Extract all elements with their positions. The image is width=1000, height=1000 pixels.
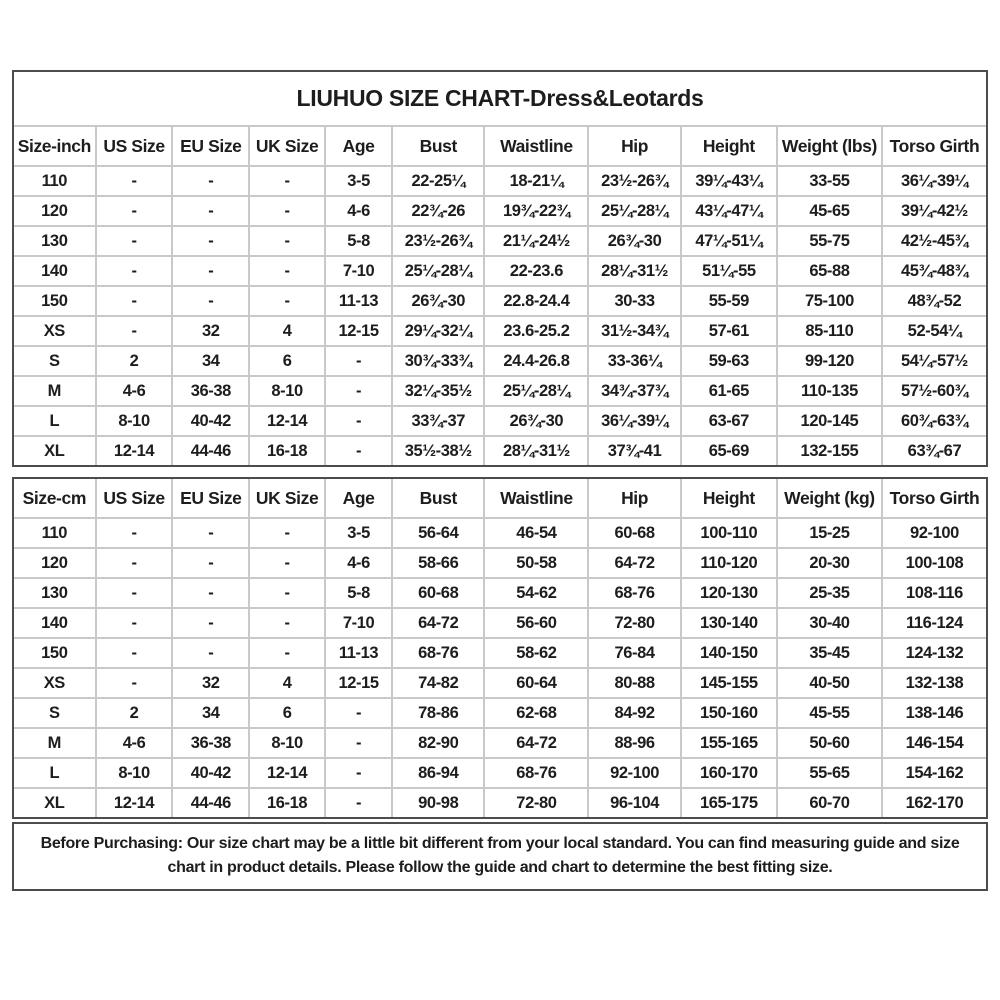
table-cell: 63¾-67: [882, 436, 986, 465]
table-cell: 59-63: [681, 346, 777, 376]
header-cell: EU Size: [172, 127, 249, 166]
table-cell: 43¼-47¼: [681, 196, 777, 226]
table-cell: 60-68: [392, 578, 484, 608]
table-cell: 4-6: [325, 548, 392, 578]
table-cell: 11-13: [325, 286, 392, 316]
table-cell: 55-65: [777, 758, 882, 788]
table-cell: 16-18: [249, 788, 325, 817]
table-cell: -: [96, 578, 173, 608]
table-cell: -: [172, 196, 249, 226]
table-cell: 26¾-30: [588, 226, 680, 256]
table-cell: 140: [14, 256, 96, 286]
table-cell: -: [325, 406, 392, 436]
table-cell: XS: [14, 668, 96, 698]
table-cell: 31½-34¾: [588, 316, 680, 346]
table-cell: 57½-60¾: [882, 376, 986, 406]
table-cell: 130: [14, 578, 96, 608]
table-cell: -: [325, 728, 392, 758]
table-cell: 30-40: [777, 608, 882, 638]
table-cell: 65-69: [681, 436, 777, 465]
table-cell: -: [249, 638, 325, 668]
table-cell: 22-25¼: [392, 166, 484, 196]
table-cell: 132-138: [882, 668, 986, 698]
header-cell: Bust: [392, 127, 484, 166]
header-cell: Waistline: [484, 127, 588, 166]
table-cell: M: [14, 728, 96, 758]
table-cell: 12-14: [96, 788, 173, 817]
table-cell: 47¼-51¼: [681, 226, 777, 256]
table-cell: -: [325, 346, 392, 376]
table-cell: 58-62: [484, 638, 588, 668]
table-cell: -: [172, 608, 249, 638]
table-cell: -: [249, 578, 325, 608]
table-cell: 26¾-30: [484, 406, 588, 436]
table-cell: 36¼-39¼: [882, 166, 986, 196]
table-cell: -: [96, 668, 173, 698]
table-cell: 86-94: [392, 758, 484, 788]
table-cell: -: [96, 608, 173, 638]
table-cell: 23½-26¾: [588, 166, 680, 196]
table-cell: 130: [14, 226, 96, 256]
table-cell: 145-155: [681, 668, 777, 698]
table-cell: 40-42: [172, 758, 249, 788]
table-cell: 110: [14, 166, 96, 196]
table-cell: 4-6: [96, 376, 173, 406]
table-cell: 36-38: [172, 376, 249, 406]
table-cell: 64-72: [484, 728, 588, 758]
table-cell: -: [172, 286, 249, 316]
table-row: [14, 638, 986, 668]
table-row: [14, 728, 986, 758]
table-cell: 22-23.6: [484, 256, 588, 286]
table-row: [14, 406, 986, 436]
table-cell: 120-130: [681, 578, 777, 608]
table-cell: 7-10: [325, 608, 392, 638]
table-cell: -: [172, 166, 249, 196]
table-cell: 25-35: [777, 578, 882, 608]
table-cell: 8-10: [249, 376, 325, 406]
table-cell: 36¼-39¼: [588, 406, 680, 436]
table-cell: S: [14, 698, 96, 728]
table-row: [14, 376, 986, 406]
header-cell: Size-cm: [14, 479, 96, 518]
purchase-note: Before Purchasing: Our size chart may be a little bit different from your local standard. You can find measuring guide and size chart in product details. Please follow the guide and chart to determine the best fitting size.: [40, 835, 960, 876]
table-cell: 99-120: [777, 346, 882, 376]
table-cell: 34: [172, 698, 249, 728]
table-cell: 36-38: [172, 728, 249, 758]
table-cell: -: [249, 548, 325, 578]
table-cell: 42½-45¾: [882, 226, 986, 256]
table-cell: 120: [14, 548, 96, 578]
header-cell: EU Size: [172, 479, 249, 518]
table-cell: 54-62: [484, 578, 588, 608]
header-cell: Weight (lbs): [777, 127, 882, 166]
table-cell: 155-165: [681, 728, 777, 758]
table-row: [14, 166, 986, 196]
table-cell: 34: [172, 346, 249, 376]
header-cell: Height: [681, 479, 777, 518]
table-cell: -: [325, 436, 392, 465]
table-row: [14, 518, 986, 548]
table-cell: 56-60: [484, 608, 588, 638]
table-cell: 28¼-31½: [484, 436, 588, 465]
header-cell: Age: [325, 127, 392, 166]
table-cell: 29¼-32¼: [392, 316, 484, 346]
header-cell: Hip: [588, 479, 680, 518]
table-cell: 63-67: [681, 406, 777, 436]
table-cell: -: [96, 256, 173, 286]
table-cell: 40-42: [172, 406, 249, 436]
table-cell: 37¾-41: [588, 436, 680, 465]
table-cell: 33-55: [777, 166, 882, 196]
table-cell: 68-76: [588, 578, 680, 608]
content-wrap: [12, 70, 988, 891]
table-cell: 45-55: [777, 698, 882, 728]
table-cell: 23.6-25.2: [484, 316, 588, 346]
table-cell: -: [249, 166, 325, 196]
table-cell: 44-46: [172, 436, 249, 465]
header-cell: Age: [325, 479, 392, 518]
table-cell: 44-46: [172, 788, 249, 817]
table-cell: M: [14, 376, 96, 406]
table-cell: 60¾-63¾: [882, 406, 986, 436]
table-cell: -: [172, 578, 249, 608]
size-table-cm: [14, 479, 986, 817]
table-row: [14, 758, 986, 788]
table-cell: 80-88: [588, 668, 680, 698]
table-cell: 35-45: [777, 638, 882, 668]
table-cell: -: [249, 608, 325, 638]
table-cell: 33¾-37: [392, 406, 484, 436]
table-cell: 68-76: [484, 758, 588, 788]
header-row: [14, 479, 986, 518]
table-cell: -: [172, 256, 249, 286]
table-cell: 110: [14, 518, 96, 548]
table-cell: -: [172, 638, 249, 668]
table-cell: 64-72: [392, 608, 484, 638]
table-cell: 76-84: [588, 638, 680, 668]
table-cell: -: [325, 788, 392, 817]
header-cell: Size-inch: [14, 127, 96, 166]
table-cell: 92-100: [882, 518, 986, 548]
header-cell: Weight (kg): [777, 479, 882, 518]
table-cell: 6: [249, 698, 325, 728]
table-cell: 22¾-26: [392, 196, 484, 226]
table-cell: 25¼-28¼: [484, 376, 588, 406]
table-row: [14, 436, 986, 465]
table-row: [14, 256, 986, 286]
table-cell: 92-100: [588, 758, 680, 788]
table-cell: 2: [96, 346, 173, 376]
table-cell: -: [96, 638, 173, 668]
table-cell: 150-160: [681, 698, 777, 728]
table-cell: 48¾-52: [882, 286, 986, 316]
table-cell: L: [14, 758, 96, 788]
table-cell: 60-70: [777, 788, 882, 817]
table-cell: 12-14: [249, 406, 325, 436]
table-cell: 52-54¼: [882, 316, 986, 346]
header-cell: US Size: [96, 127, 173, 166]
table-row: [14, 608, 986, 638]
table-cell: 62-68: [484, 698, 588, 728]
table-cell: 46-54: [484, 518, 588, 548]
table-cell: 150: [14, 638, 96, 668]
table-row: [14, 346, 986, 376]
table-cell: 160-170: [681, 758, 777, 788]
header-cell: Torso Girth: [882, 127, 986, 166]
table-cell: 30-33: [588, 286, 680, 316]
table-cell: 68-76: [392, 638, 484, 668]
table-cell: 146-154: [882, 728, 986, 758]
table-row: [14, 668, 986, 698]
table-cell: 138-146: [882, 698, 986, 728]
table-cell: 88-96: [588, 728, 680, 758]
table-cell: 165-175: [681, 788, 777, 817]
table-cell: 124-132: [882, 638, 986, 668]
table-cell: 96-104: [588, 788, 680, 817]
header-cell: Torso Girth: [882, 479, 986, 518]
table-cell: 11-13: [325, 638, 392, 668]
header-row: [14, 127, 986, 166]
header-cell: UK Size: [249, 127, 325, 166]
table-cell: 58-66: [392, 548, 484, 578]
table-cell: 140: [14, 608, 96, 638]
table-cell: 55-59: [681, 286, 777, 316]
table-cell: -: [249, 256, 325, 286]
table-cell: -: [325, 376, 392, 406]
table-cell: 162-170: [882, 788, 986, 817]
table-cell: 84-92: [588, 698, 680, 728]
table-cell: 75-100: [777, 286, 882, 316]
table-cell: -: [172, 548, 249, 578]
inch-chart-box: [12, 70, 988, 467]
table-cell: -: [249, 196, 325, 226]
header-cell: Bust: [392, 479, 484, 518]
table-cell: 23½-26¾: [392, 226, 484, 256]
table-cell: 33-36¼: [588, 346, 680, 376]
table-cell: 120: [14, 196, 96, 226]
table-cell: -: [249, 286, 325, 316]
table-cell: 5-8: [325, 226, 392, 256]
page-title: LIUHUO SIZE CHART-Dress&Leotards: [14, 72, 986, 127]
table-cell: -: [325, 698, 392, 728]
table-cell: 2: [96, 698, 173, 728]
table-cell: 110-120: [681, 548, 777, 578]
header-cell: Waistline: [484, 479, 588, 518]
table-cell: 24.4-26.8: [484, 346, 588, 376]
table-cell: 45-65: [777, 196, 882, 226]
table-cell: -: [172, 226, 249, 256]
header-cell: Height: [681, 127, 777, 166]
table-cell: 26¾-30: [392, 286, 484, 316]
table-cell: 34¾-37¾: [588, 376, 680, 406]
table-cell: 4: [249, 668, 325, 698]
table-cell: 120-145: [777, 406, 882, 436]
table-cell: -: [96, 196, 173, 226]
table-cell: 90-98: [392, 788, 484, 817]
table-cell: L: [14, 406, 96, 436]
table-cell: 78-86: [392, 698, 484, 728]
table-cell: -: [96, 166, 173, 196]
table-cell: 65-88: [777, 256, 882, 286]
table-row: [14, 698, 986, 728]
table-cell: 3-5: [325, 518, 392, 548]
table-cell: -: [96, 226, 173, 256]
table-cell: 28¼-31½: [588, 256, 680, 286]
table-cell: 16-18: [249, 436, 325, 465]
table-cell: 7-10: [325, 256, 392, 286]
table-cell: 12-14: [249, 758, 325, 788]
table-cell: 32¼-35½: [392, 376, 484, 406]
table-row: [14, 788, 986, 817]
table-cell: 25¼-28¼: [392, 256, 484, 286]
cm-chart-box: [12, 477, 988, 819]
table-cell: 116-124: [882, 608, 986, 638]
table-cell: 12-14: [96, 436, 173, 465]
table-cell: 8-10: [96, 758, 173, 788]
size-table-inch: [14, 127, 986, 465]
table-cell: 74-82: [392, 668, 484, 698]
table-row: [14, 226, 986, 256]
table-cell: 20-30: [777, 548, 882, 578]
table-cell: 6: [249, 346, 325, 376]
table-cell: 15-25: [777, 518, 882, 548]
table-row: [14, 286, 986, 316]
table-cell: 32: [172, 668, 249, 698]
table-cell: 32: [172, 316, 249, 346]
table-cell: 72-80: [588, 608, 680, 638]
table-cell: 50-58: [484, 548, 588, 578]
table-cell: 140-150: [681, 638, 777, 668]
table-cell: -: [325, 758, 392, 788]
header-cell: US Size: [96, 479, 173, 518]
table-cell: 4-6: [325, 196, 392, 226]
table-cell: 50-60: [777, 728, 882, 758]
table-cell: 150: [14, 286, 96, 316]
table-cell: 12-15: [325, 668, 392, 698]
table-cell: 154-162: [882, 758, 986, 788]
table-cell: 60-68: [588, 518, 680, 548]
table-cell: 56-64: [392, 518, 484, 548]
table-cell: 39¼-43¼: [681, 166, 777, 196]
table-cell: 132-155: [777, 436, 882, 465]
table-cell: 35½-38½: [392, 436, 484, 465]
table-cell: -: [249, 226, 325, 256]
table-cell: XL: [14, 436, 96, 465]
table-cell: 40-50: [777, 668, 882, 698]
table-cell: 51¼-55: [681, 256, 777, 286]
table-cell: XL: [14, 788, 96, 817]
table-cell: 45¾-48¾: [882, 256, 986, 286]
table-cell: 8-10: [96, 406, 173, 436]
table-cell: 108-116: [882, 578, 986, 608]
table-row: [14, 548, 986, 578]
table-cell: -: [96, 286, 173, 316]
table-cell: 30¾-33¾: [392, 346, 484, 376]
table-cell: 4-6: [96, 728, 173, 758]
table-cell: 54¼-57½: [882, 346, 986, 376]
purchase-note-box: [12, 822, 988, 891]
table-cell: 110-135: [777, 376, 882, 406]
table-cell: -: [172, 518, 249, 548]
table-cell: -: [249, 518, 325, 548]
table-cell: 60-64: [484, 668, 588, 698]
table-cell: 64-72: [588, 548, 680, 578]
table-cell: 72-80: [484, 788, 588, 817]
table-cell: 8-10: [249, 728, 325, 758]
table-cell: 12-15: [325, 316, 392, 346]
table-cell: 55-75: [777, 226, 882, 256]
table-cell: -: [96, 548, 173, 578]
table-cell: 61-65: [681, 376, 777, 406]
table-row: [14, 578, 986, 608]
table-cell: 130-140: [681, 608, 777, 638]
table-cell: 18-21¼: [484, 166, 588, 196]
table-cell: 22.8-24.4: [484, 286, 588, 316]
table-cell: 100-110: [681, 518, 777, 548]
header-cell: Hip: [588, 127, 680, 166]
table-row: [14, 196, 986, 226]
table-cell: -: [96, 316, 173, 346]
header-cell: UK Size: [249, 479, 325, 518]
table-cell: 4: [249, 316, 325, 346]
table-cell: 85-110: [777, 316, 882, 346]
table-cell: 39¼-42½: [882, 196, 986, 226]
table-cell: 5-8: [325, 578, 392, 608]
table-cell: 57-61: [681, 316, 777, 346]
table-cell: 3-5: [325, 166, 392, 196]
table-row: [14, 316, 986, 346]
table-cell: XS: [14, 316, 96, 346]
table-cell: 19¾-22¾: [484, 196, 588, 226]
table-cell: 82-90: [392, 728, 484, 758]
table-cell: 25¼-28¼: [588, 196, 680, 226]
table-cell: 21¼-24½: [484, 226, 588, 256]
table-cell: -: [96, 518, 173, 548]
table-cell: 100-108: [882, 548, 986, 578]
table-cell: S: [14, 346, 96, 376]
